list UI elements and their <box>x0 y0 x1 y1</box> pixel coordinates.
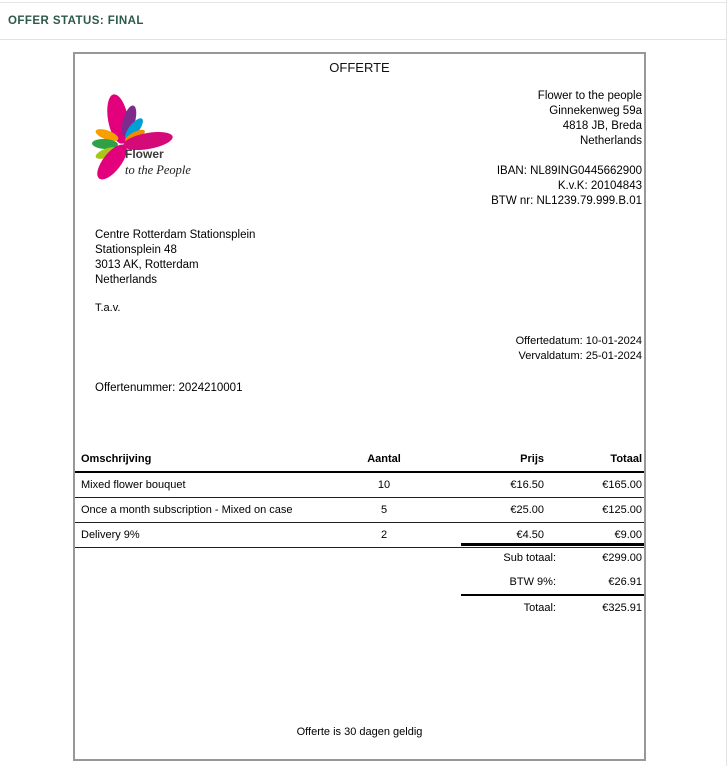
company-kvk-line: K.v.K: 20104843 <box>557 180 642 192</box>
subtotal-row <box>461 546 644 570</box>
item-description: Mixed flower bouquet <box>75 472 329 498</box>
company-registration-block <box>491 164 642 209</box>
company-address-block <box>491 89 642 209</box>
offer-dates-block <box>516 334 642 364</box>
table-row <box>75 472 644 498</box>
item-price: €4.50 <box>439 523 544 548</box>
item-description: Delivery 9% <box>75 523 329 548</box>
logo-wordmark: Flower <box>125 147 164 161</box>
customer-address-line: 3013 AK, Rotterdam <box>95 259 199 271</box>
table-header-row <box>75 450 644 472</box>
line-items-table <box>75 450 644 548</box>
item-price: €25.00 <box>439 498 544 523</box>
item-price: €16.50 <box>439 472 544 498</box>
company-btw-line: BTW nr: NL1239.79.999.B.01 <box>491 195 642 207</box>
col-header-total: Totaal <box>544 450 644 472</box>
vat-value: €26.91 <box>608 576 642 588</box>
document-title: OFFERTE <box>329 60 390 75</box>
vat-row <box>461 570 644 594</box>
item-quantity: 2 <box>329 523 439 548</box>
expiry-date-line: Vervaldatum: 25-01-2024 <box>518 350 642 362</box>
flower-logo-icon <box>88 92 198 184</box>
company-address-line: Netherlands <box>579 135 642 147</box>
col-header-description: Omschrijving <box>75 450 329 472</box>
totals-section <box>461 543 644 620</box>
subtotal-label: Sub totaal: <box>503 552 556 564</box>
customer-address-line: Centre Rotterdam Stationsplein <box>95 229 256 241</box>
status-bar <box>0 2 726 40</box>
item-total: €165.00 <box>544 472 644 498</box>
item-description: Once a month subscription - Mixed on case <box>75 498 329 523</box>
logo-tagline: to the People <box>125 163 191 177</box>
company-logo <box>88 92 198 184</box>
grand-total-value: €325.91 <box>602 602 642 614</box>
customer-address-line: Netherlands <box>95 274 158 286</box>
company-iban-line: IBAN: NL89ING0445662900 <box>496 165 642 177</box>
offer-status-label: OFFER STATUS: FINAL <box>8 15 144 27</box>
document-page <box>73 52 646 761</box>
col-header-quantity: Aantal <box>329 450 439 472</box>
offer-number-line: Offertenummer: 2024210001 <box>95 382 243 394</box>
vat-label: BTW 9%: <box>509 576 556 588</box>
customer-address-block <box>95 228 255 288</box>
validity-note: Offerte is 30 dagen geldig <box>296 726 423 738</box>
customer-address-line: Stationsplein 48 <box>95 244 177 256</box>
item-total: €9.00 <box>544 523 644 548</box>
attention-line: T.a.v. <box>95 302 121 314</box>
company-address-line: Flower to the people <box>537 90 642 102</box>
company-address-line: Ginnekenweg 59a <box>549 105 642 117</box>
table-row <box>75 498 644 523</box>
offer-date-line: Offertedatum: 10-01-2024 <box>515 335 642 347</box>
item-quantity: 5 <box>329 498 439 523</box>
subtotal-value: €299.00 <box>602 552 642 564</box>
grand-total-row <box>461 594 644 620</box>
item-total: €125.00 <box>544 498 644 523</box>
grand-total-label: Totaal: <box>523 602 556 614</box>
item-quantity: 10 <box>329 472 439 498</box>
company-address-line: 4818 JB, Breda <box>562 120 642 132</box>
line-items-section <box>75 450 644 548</box>
col-header-price: Prijs <box>439 450 544 472</box>
